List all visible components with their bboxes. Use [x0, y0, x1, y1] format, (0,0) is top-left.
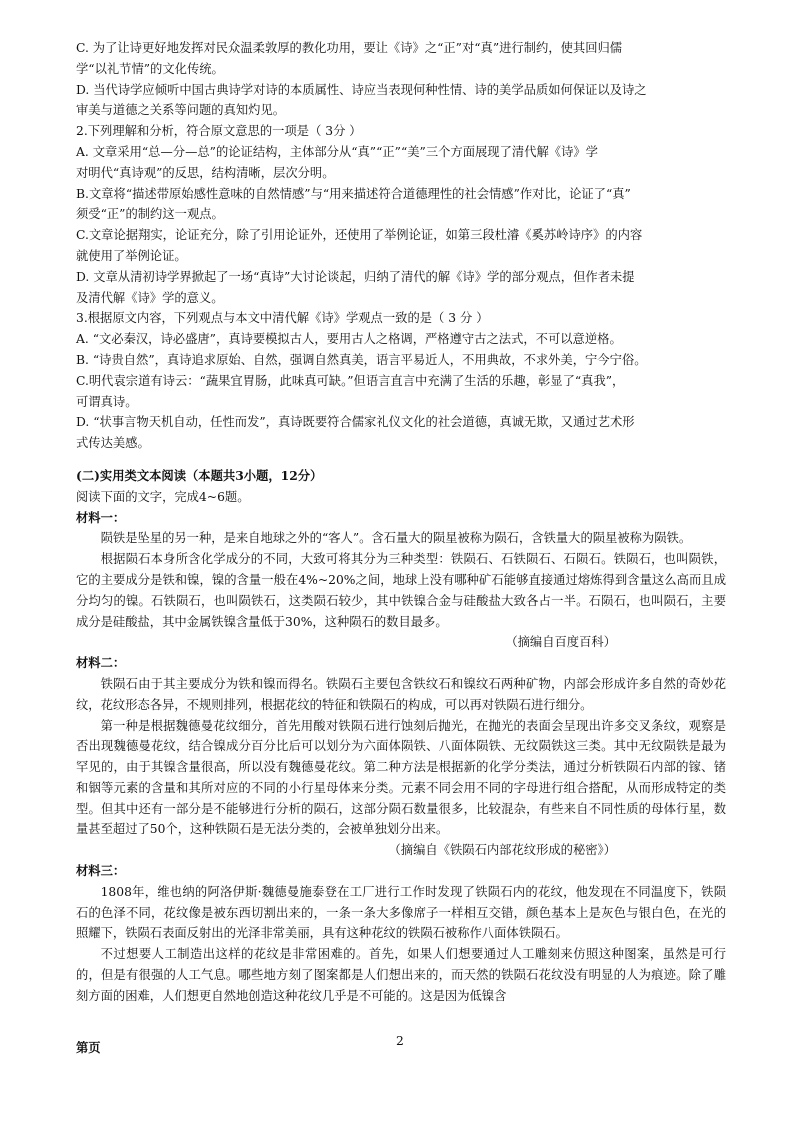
- text-line: 学“以礼节情”的文化传统。: [76, 61, 224, 76]
- source-note: （摘编自《铁陨石内部花纹形成的秘密》）: [388, 843, 616, 858]
- text-line: 及清代解《诗》学的意义。: [76, 290, 224, 305]
- paragraph: 陨铁是坠星的另一种，是来自地球之外的“客人”。含石量大的陨星被称为陨石，含铁量大的陨星被称为陨铁。: [100, 531, 692, 546]
- text-line: C. 为了让诗更好地发挥对民众温柔敦厚的教化功用，要让《诗》之“正”对“真”进行制约，使其回归儒: [76, 41, 623, 55]
- text-line: 审美与道德之关系等问题的真知灼见。: [76, 103, 286, 118]
- footer-page-number: 2: [396, 1034, 404, 1048]
- text-line: B. “诗贵自然”，真诗追求原始、自然，强调自然真美，语言平易近人，不用典故，不求外美，宁今宁俗。: [76, 352, 647, 367]
- text-line: C.文章论据翔实，论证充分，除了引用论证外，还使用了举例论证，如第三段杜濬《奚苏岭诗序》的内容: [76, 228, 643, 243]
- question-block: [76, 38, 726, 454]
- page-content: [76, 38, 726, 1007]
- paragraph: 铁陨石由于其主要成分为铁和镍而得名。铁陨石主要包含铁纹石和镍纹石两种矿物，内部会形成许多自然的奇妙花纹，花纹形态各异，不规则排列，根据花纹的特征和铁陨石的构成，可以再对铁陨石进行细分。: [76, 676, 726, 712]
- section-heading: (二)实用类文本阅读（本题共3小题，12分）: [76, 467, 323, 483]
- paragraph: 1808年，维也纳的阿洛伊斯·魏德曼施泰登在工厂进行工作时发现了铁陨石内的花纹，他发现在不同温度下，铁陨石的色泽不同，花纹像是被东西切割出来的，一条一条大多像席子一样相互交错，颜色基本上是灰色与银白色，在光的照耀下，铁陨石表面反射出的光泽非常美丽，具有这种花纹的铁陨石被称作八面体铁陨石。: [76, 884, 726, 941]
- text-line: 须受“正”的制约这一观点。: [76, 207, 224, 222]
- paragraph: 第一种是根据魏德曼花纹细分，首先用酸对铁陨石进行蚀刻后抛光，在抛光的表面会呈现出许多交叉条纹，观察是否出现魏德曼花纹，结合镍成分百分比后可以划分为六面体陨铁、八面体陨铁、无纹陨铁这三类。其中无纹陨铁是最为罕见的，由于其镍含量很高，所以没有魏德曼花纹。第二种方法是根据新的化学分类法，通过分析铁陨石内部的镓、锗和铟等元素的含量和其所对应的不同的小行星母体来分类。元素不同会用不同的字母进行组合搭配，从而形成特定的类型。但其中还有一部分是不能够进行分析的陨石，这部分陨石数量很多，比较混杂，有些来自不同性质的母体行星，数量甚至超过了50个，这种铁陨石是无法分类的，会被单独划分出来。: [76, 718, 726, 837]
- question-3-stem: 3.根据原文内容，下列观点与本文中清代解《诗》学观点一致的是（ 3 分 ）: [76, 311, 489, 326]
- paragraph: 不过想要人工制造出这样的花纹是非常困难的。首先，如果人们想要通过人工雕刻来仿照这种图案，虽然是可行的，但是有很强的人工气息。哪些地方刻了图案都是人们想出来的，而天然的铁陨石花纹没有明显的人为痕迹。除了雕刻方面的困难，人们想更自然地创造这种花纹几乎是不可能的。这是因为低镍含: [76, 947, 726, 1003]
- text-line: C.明代袁宗道有诗云：“蔬果宜胃肠，此味真可缺。”但语言直言中充满了生活的乐趣，彰显了“真我”，: [76, 373, 625, 388]
- text-line: B.文章将“描述带原始感性意味的自然情感”与“用来描述符合道德理性的社会情感”作对比，论证了“真”: [76, 186, 631, 201]
- text-line: A. 文章采用“总—分—总”的论证结构，主体部分从“真”“正”“美”三个方面展现了清代解《诗》学: [76, 144, 598, 159]
- material-1-label: 材料一：: [76, 509, 126, 525]
- text-line: 式传达美感。: [76, 436, 150, 451]
- footer-page-label: 第页: [76, 1041, 101, 1055]
- text-line: D. 文章从清初诗学界掀起了一场“真诗”大讨论谈起，归纳了清代的解《诗》学的部分观点，但作者未提: [76, 269, 635, 284]
- source-note: （摘编自百度百科）: [505, 635, 616, 650]
- material-2-label: 材料二：: [76, 655, 126, 671]
- text-line: D. “状事言物天机自动，任性而发”，真诗既要符合儒家礼仪文化的社会道德，真诚无欺，又通过艺术形: [76, 415, 635, 430]
- question-2-stem: 2.下列理解和分析，符合原文意思的一项是（ 3分 ）: [76, 124, 362, 139]
- text-line: 就使用了举例论证。: [76, 248, 187, 263]
- text-line: 可谓真诗。: [76, 394, 138, 409]
- text-line: 对明代“真诗观”的反思，结构清晰，层次分明。: [76, 165, 335, 180]
- text-line: D. 当代诗学应倾听中国古典诗学对诗的本质属性、诗应当表现何种性情、诗的美学品质如何保证以及诗之: [76, 82, 647, 97]
- section-2: [76, 466, 726, 1007]
- material-3-label: 材料三：: [76, 863, 126, 879]
- paragraph: 根据陨石本身所含化学成分的不同，大致可将其分为三种类型：铁陨石、石铁陨石、石陨石。铁陨石，也叫陨铁，它的主要成分是铁和镍，镍的含量一般在4%~20%之间，地球上没有哪种矿石能够直接通过熔炼得到含量这么高而且成分均匀的镍。石铁陨石，也叫陨铁石，这类陨石较少，其中铁镍合金与硅酸盐大致各占一半。石陨石，也叫陨石，主要成分是硅酸盐，其中金属铁镍含量低于30%，这种陨石的数目最多。: [76, 552, 726, 629]
- text-line: A. “文必秦汉，诗必盛唐”，真诗要模拟古人，要用古人之格调，严格遵守古之法式，不可以意逆格。: [76, 332, 622, 347]
- section-instruction: 阅读下面的文字，完成4~6题。: [76, 489, 250, 504]
